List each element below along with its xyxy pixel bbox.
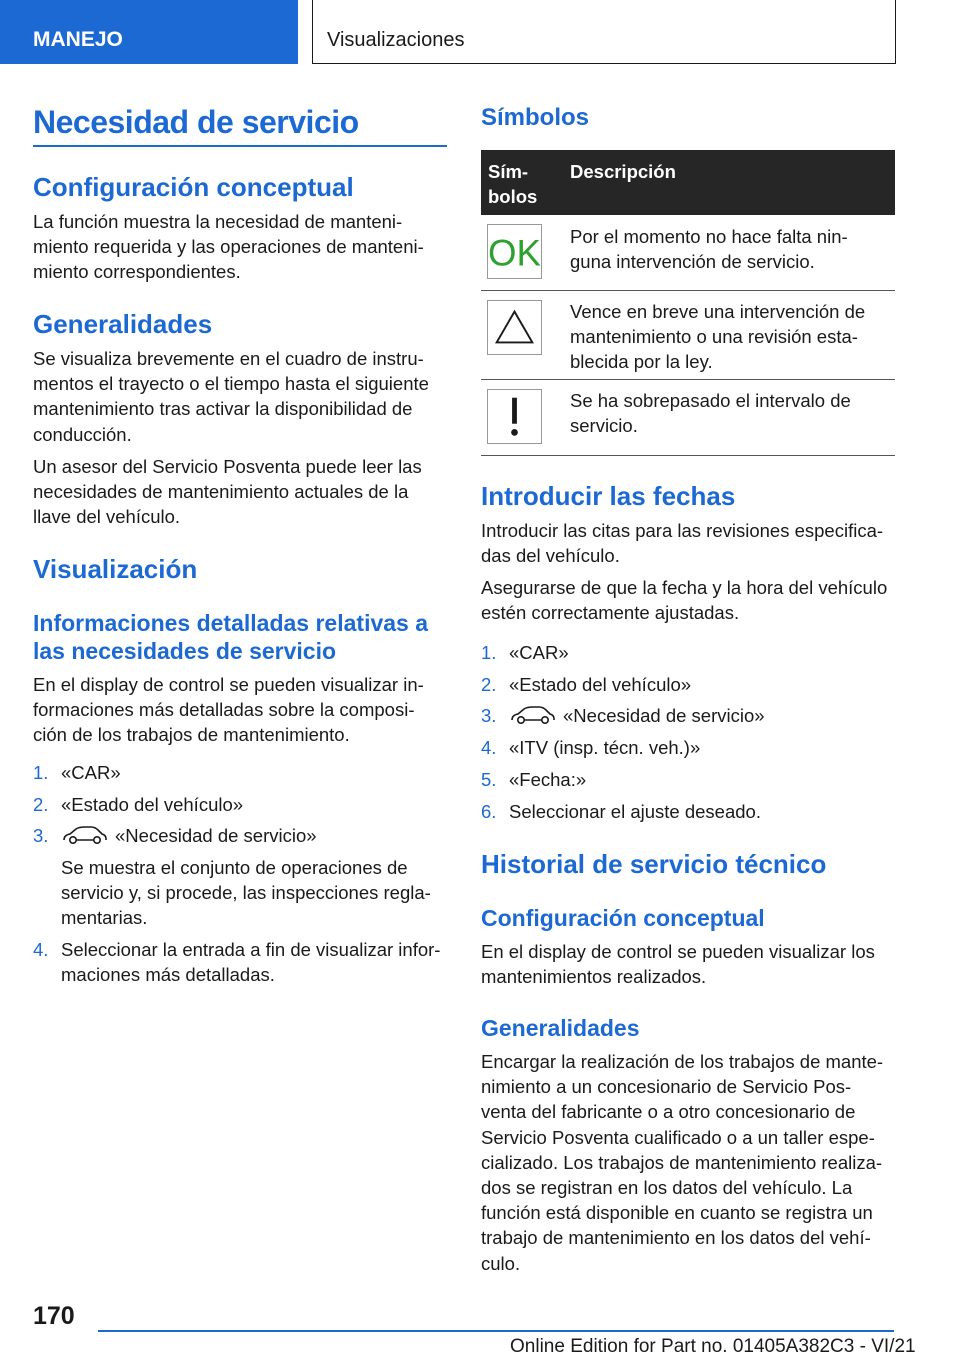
paragraph-historial-config: En el display de control se pueden visualizar los mantenimientos realizados. [481,941,875,988]
title-rule [33,145,447,147]
heading-simbolos: Símbolos [481,104,590,131]
paragraph-generalidades-1: Se visualiza brevemente en el cuadro de instru- mentos el trayecto o el tiempo hasta el siguiente mantenimiento tras activar la disponibilidad de conducción. [33,348,429,445]
step-number: 4. [33,938,49,960]
step-text: «ITV (insp. técn. veh.)» [509,737,701,759]
warning-triangle-icon [487,300,542,355]
list-item [33,760,447,785]
symbols-table [481,150,895,456]
step-text: «Necesidad de servicio» [115,825,317,847]
list-item [481,672,895,697]
heading-introducir-fechas: Introducir las fechas [481,481,736,511]
page-title: Necesidad de servicio [33,104,359,140]
subheading-generalidades-historial: Generalidades [481,1015,640,1041]
step-number: 3. [33,825,49,847]
table-row [481,291,895,380]
table-header-symbols: Sím- bolos [488,161,538,207]
heading-config: Configuración conceptual [33,172,354,202]
paragraph-config: La función muestra la necesidad de manteni- miento requerida y las operaciones de manteni- miento correspondientes. [33,211,424,283]
step-number: 6. [481,800,497,822]
step-number: 1. [33,762,49,783]
exclamation-icon [487,389,542,444]
step-text: Seleccionar el ajuste deseado. [509,800,761,822]
list-item [33,937,447,987]
section-tab: MANEJO [0,0,298,64]
step-text: Seleccionar la entrada a fin de visualizar infor- maciones más detalladas. [61,938,441,985]
heading-historial: Historial de servicio técnico [481,849,827,879]
list-item [481,640,895,665]
symbol-description: Por el momento no hace falta nin- guna intervención de servicio. [570,226,848,273]
paragraph-visualizacion: En el display de control se pueden visualizar in- formaciones más detalladas sobre la composi- ción de los trabajos de mantenimiento. [33,674,424,746]
step-number: 3. [481,705,497,727]
step-text: «Necesidad de servicio» [563,705,765,727]
paragraph-fechas-2: Asegurarse de que la fecha y la hora del vehículo estén correctamente ajustadas. [481,577,888,624]
subheading-informaciones: Informaciones detalladas relativas a las necesidades de servicio [33,610,429,664]
right-steps-list [481,640,895,830]
car-icon [61,825,109,845]
step-extra: Se muestra el conjunto de operaciones de servicio y, si procede, las inspecciones regla- mentarias. [61,856,431,929]
list-item [33,823,447,930]
symbol-description: Se ha sobrepasado el intervalo de servicio. [570,390,851,437]
list-item [481,703,895,728]
left-steps-list [33,760,447,994]
step-number: 2. [33,793,49,815]
page-header-title: Visualizaciones [312,0,896,64]
step-text: «Estado del vehículo» [509,673,692,695]
step-number: 2. [481,673,497,695]
list-item [481,799,895,824]
heading-generalidades: Generalidades [33,309,213,339]
paragraph-generalidades-2: Un asesor del Servicio Posventa puede leer las necesidades de mantenimiento actuales de la llave del vehículo. [33,456,422,528]
list-item [481,767,895,792]
paragraph-fechas-1: Introducir las citas para las revisiones especifica- das del vehículo. [481,520,884,567]
car-icon [509,705,557,725]
paragraph-historial-generalidades: Encargar la realización de los trabajos de mante- nimiento a un concesionario de Servicio Pos- venta del fabricante o a otro concesionario de Servicio Posventa cualificado o a un taller espe- cializado. Los trabajos de mantenimiento realiza- dos se registran en los datos del vehículo. La función está disponible en cuanto se registra un trabajo de mantenimiento en los datos del vehí- culo. [481,1051,884,1274]
footer-edition: Online Edition for Part no. 01405A382C3 - VI/21 [510,1336,916,1357]
svg-text:OK: OK [488,232,541,274]
step-text: «Estado del vehículo» [61,793,244,815]
list-item [481,735,895,760]
table-header-description: Descripción [570,161,676,182]
page-number: 170 [33,1302,75,1330]
subheading-config-historial: Configuración conceptual [481,905,765,931]
step-text: «CAR» [509,642,569,663]
step-text: «CAR» [61,762,121,783]
table-row [481,215,895,291]
symbol-description: Vence en breve una intervención de mantenimiento o una revisión esta- blecida por la ley. [570,301,866,373]
step-number: 4. [481,737,497,759]
list-item [33,792,447,817]
step-number: 1. [481,642,497,663]
heading-visualizacion: Visualización [33,554,198,584]
table-header [481,150,895,215]
step-text: «Fecha:» [509,768,587,790]
ok-icon [487,224,542,279]
footer-rule [98,1330,894,1332]
step-number: 5. [481,768,497,790]
table-row [481,380,895,456]
